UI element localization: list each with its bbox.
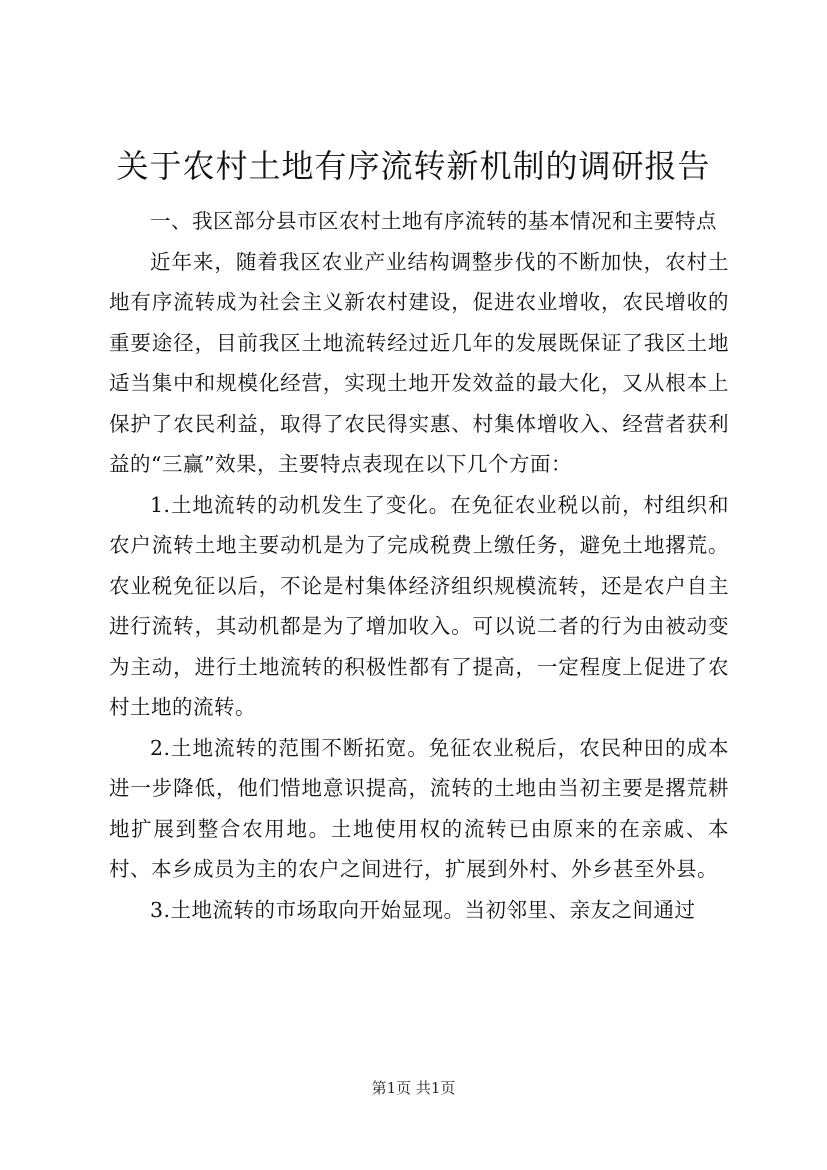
section-heading: 一、我区部分县市区农村土地有序流转的基本情况和主要特点 bbox=[150, 209, 717, 233]
body-paragraph: 3.土地流转的市场取向开始显现。当初邻里、亲友之间通过 bbox=[150, 897, 696, 922]
body-paragraph: 近年来，随着我区农业产业结构调整步伐的不断加快，农村土地有序流转成为社会主义新农村建设，促进农业增收，农民增收的重要途径，目前我区土地流转经过近几年的发展既保证了我区土地适当集中和规模化经营，实现土地开发效益的最大化，又从根本上保护了农民利益，取得了农民得实惠、村集体增收入、经营者获利益的“三赢”效果，主要特点表现在以下几个方面： bbox=[109, 249, 729, 476]
document-body bbox=[109, 201, 729, 930]
page-number-footer: 第1页 共1页 bbox=[371, 1079, 456, 1097]
document-title: 关于农村土地有序流转新机制的调研报告 bbox=[116, 147, 711, 185]
body-paragraph: 1.土地流转的动机发生了变化。在免征农业税以前，村组织和农户流转土地主要动机是为了完成税费上缴任务，避免土地撂荒。农业税免征以后，不论是村集体经济组织规模流转，还是农户自主进行流转，其动机都是为了增加收入。可以说二者的行为由被动变为主动，进行土地流转的积极性都有了提高，一定程度上促进了农村土地的流转。 bbox=[109, 492, 729, 719]
body-paragraph: 2.土地流转的范围不断拓宽。免征农业税后，农民种田的成本进一步降低，他们惜地意识提高，流转的土地由当初主要是撂荒耕地扩展到整合农用地。土地使用权的流转已由原来的在亲戚、本村、本乡成员为主的农户之间进行，扩展到外村、外乡甚至外县。 bbox=[109, 735, 729, 881]
